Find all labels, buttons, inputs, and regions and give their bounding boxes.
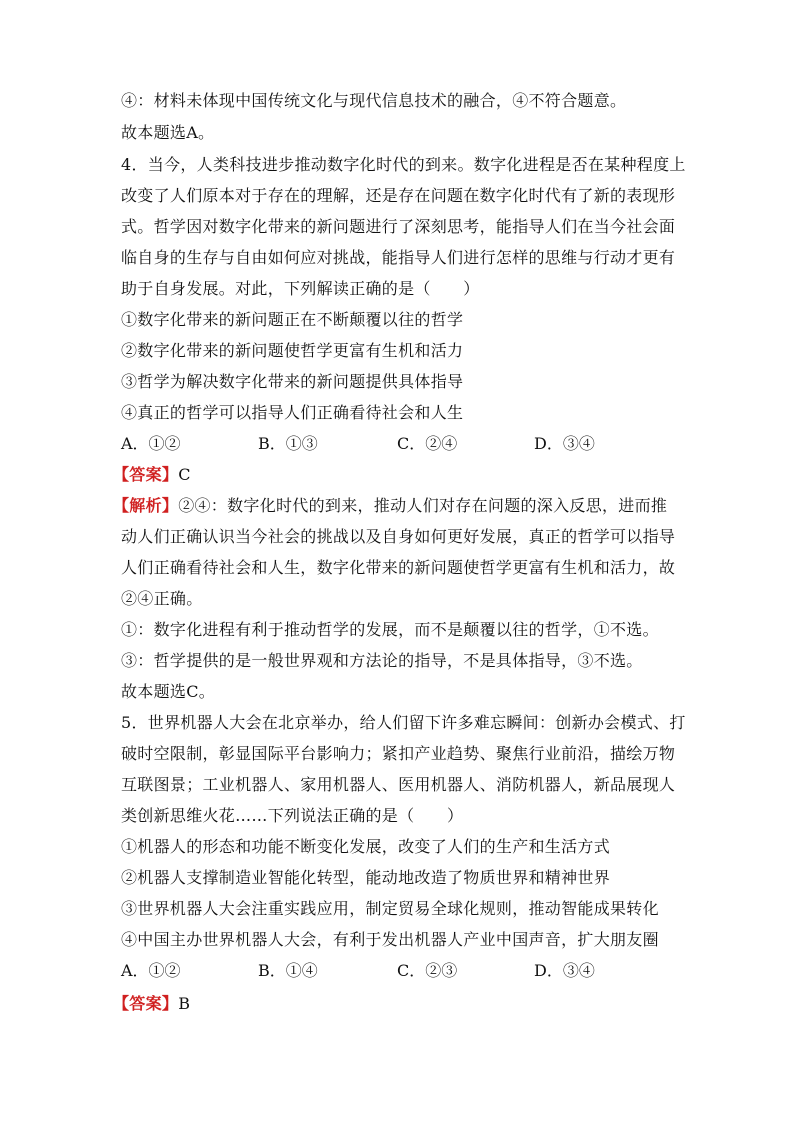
q4-statement: ③哲学为解决数字化带来的新问题提供具体指导 (121, 372, 464, 391)
q4-analysis-line: ③：哲学提供的是一般世界观和方法论的指导，不是具体指导，③不选。 (121, 651, 643, 670)
q5-answer-value: B (178, 994, 191, 1013)
q4-stem-line: 改变了人们原本对于存在的理解，还是存在问题在数字化时代有了新的表现形 (121, 186, 676, 205)
q4-analysis-line: 人们正确看待社会和人生，数字化带来的新问题使哲学更富有生机和活力，故 (121, 558, 676, 577)
q4-analysis-first (113, 496, 673, 516)
q5-stem-line: 类创新思维火花……下列说法正确的是（ ） (121, 806, 464, 825)
q4-option-d: D．③④ (534, 434, 595, 453)
q5-statement: ①机器人的形态和功能不断变化发展，改变了人们的生产和生活方式 (121, 837, 611, 856)
q4-answer (113, 465, 673, 485)
q5-statement: ②机器人支撑制造业智能化转型，能动地改造了物质世界和精神世界 (121, 868, 611, 887)
q5-option-c: C．②③ (397, 961, 458, 980)
answer-tag: 【答案】 (113, 994, 179, 1013)
q5-stem-line: 互联图景；工业机器人、家用机器人、医用机器人、消防机器人，新品展现人 (121, 775, 676, 794)
answer-tag: 【答案】 (113, 465, 179, 484)
q4-answer-value: C (178, 465, 191, 484)
q5-answer (113, 994, 673, 1014)
prev-item-4: ④：材料未体现中国传统文化与现代信息技术的融合，④不符合题意。 (121, 91, 627, 110)
q4-analysis-line: ①：数字化进程有利于推动哲学的发展，而不是颠覆以往的哲学，①不选。 (121, 620, 659, 639)
q4-analysis-line: 故本题选C。 (121, 682, 216, 701)
q5-option-a: A．①② (121, 961, 181, 980)
q5-stem-line: 破时空限制，彰显国际平台影响力；紧扣产业趋势、聚焦行业前沿，描绘万物 (121, 744, 676, 763)
q4-stem-line: 临自身的生存与自由如何应对挑战，能指导人们进行怎样的思维与行动才更有 (121, 248, 676, 267)
q4-stem-line: 助于自身发展。对此，下列解读正确的是（ ） (121, 279, 480, 298)
q4-statement: ④真正的哲学可以指导人们正确看待社会和人生 (121, 403, 464, 422)
q4-statement: ①数字化带来的新问题正在不断颠覆以往的哲学 (121, 310, 464, 329)
q4-analysis-line: 动人们正确认识当今社会的挑战以及自身如何更好发展，真正的哲学可以指导 (121, 527, 676, 546)
q4-analysis-line: ②④正确。 (121, 589, 203, 608)
analysis-tag: 【解析】 (113, 496, 179, 515)
q4-stem-line: 4．当今，人类科技进步推动数字化时代的到来。数字化进程是否在某种程度上 (121, 155, 686, 174)
q5-option-d: D．③④ (534, 961, 595, 980)
prev-conclusion: 故本题选A。 (121, 123, 215, 142)
q5-statement: ③世界机器人大会注重实践应用，制定贸易全球化规则，推动智能成果转化 (121, 899, 659, 918)
q4-option-c: C．②④ (397, 434, 458, 453)
q4-stem-line: 式。哲学因对数字化带来的新问题进行了深刻思考，能指导人们在当今社会面 (121, 217, 676, 236)
q5-statement: ④中国主办世界机器人大会，有利于发出机器人产业中国声音，扩大朋友圈 (121, 930, 659, 949)
q5-stem-line: 5．世界机器人大会在北京举办，给人们留下许多难忘瞬间：创新办会模式、打 (121, 713, 686, 732)
q5-option-b: B．①④ (258, 961, 318, 980)
q4-analysis-line: ②④：数字化时代的到来，推动人们对存在问题的深入反思，进而推 (178, 496, 668, 515)
q4-option-a: A．①② (121, 434, 181, 453)
q4-statement: ②数字化带来的新问题使哲学更富有生机和活力 (121, 341, 464, 360)
q4-option-b: B．①③ (258, 434, 318, 453)
